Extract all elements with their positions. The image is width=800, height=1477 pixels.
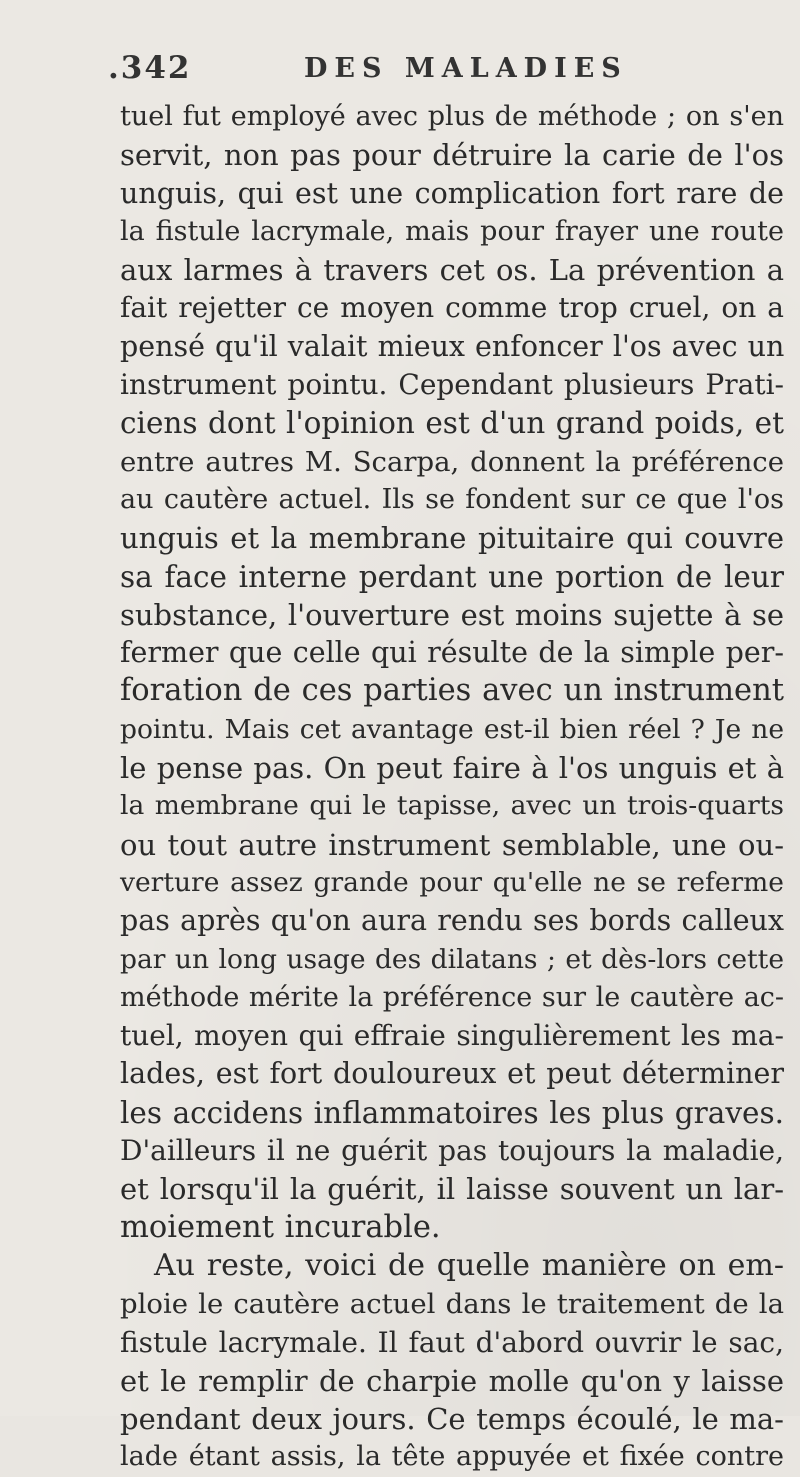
text-line: tuel fut employé avec plus de méthode ; on s'en xyxy=(120,101,784,132)
text-line: foration de ces parties avec un instrument xyxy=(120,673,784,709)
running-title: DES MALADIES xyxy=(304,52,628,84)
text-line: pendant deux jours. Ce temps écoulé, le ma- xyxy=(120,1402,784,1437)
text-line: fermer que celle qui résulte de la simple per- xyxy=(120,636,784,670)
page-number: .342 xyxy=(108,50,192,86)
text-line: les accidens inflammatoires les plus graves. xyxy=(120,1095,784,1130)
text-line: Au reste, voici de quelle manière on em- xyxy=(154,1247,784,1283)
text-line: unguis, qui est une complication fort rare de xyxy=(120,176,784,210)
text-line: pointu. Mais cet avantage est-il bien réel ? Je ne xyxy=(120,713,784,745)
text-line: instrument pointu. Cependant plusieurs Prati- xyxy=(120,368,784,402)
text-line: substance, l'ouverture est moins sujette à se xyxy=(120,597,784,632)
text-line: au cautère actuel. Ils se fondent sur ce que l'os xyxy=(120,483,784,515)
text-line: verture assez grande pour qu'elle ne se referme xyxy=(120,866,784,898)
text-line: lade étant assis, la tête appuyée et fixée contre xyxy=(120,1441,784,1473)
text-line: servit, non pas pour détruire la carie de l'os xyxy=(120,138,784,173)
text-line: pensé qu'il valait mieux enfoncer l'os avec un xyxy=(120,329,785,363)
text-line: et lorsqu'il la guérit, il laisse souvent un lar- xyxy=(120,1172,784,1207)
text-line: fait rejetter ce moyen comme trop cruel, on a xyxy=(120,291,784,325)
text-line: par un long usage des dilatans ; et dès-lors cette xyxy=(120,943,784,975)
text-line: tuel, moyen qui effraie singulièrement les ma- xyxy=(120,1019,784,1053)
text-line: ploie le cautère actuel dans le traitement de la xyxy=(120,1288,784,1321)
text-line: unguis et la membrane pituitaire qui couvre xyxy=(120,521,784,556)
text-line: lades, est fort douloureux et peut déterminer xyxy=(120,1057,784,1091)
body-text xyxy=(120,98,784,1477)
text-line: le pense pas. On peut faire à l'os unguis et à xyxy=(120,751,784,786)
text-line: méthode mérite la préférence sur le cautère ac- xyxy=(120,981,785,1013)
text-line: entre autres M. Scarpa, donnent la préférence xyxy=(120,445,784,478)
text-line: et le remplir de charpie molle qu'on y laisse xyxy=(120,1363,784,1398)
text-line: moiement incurable. xyxy=(120,1209,441,1245)
text-line: fistule lacrymale. Il faut d'abord ouvrir le sac, xyxy=(120,1325,784,1359)
text-line: D'ailleurs il ne guérit pas toujours la maladie, xyxy=(120,1134,784,1168)
text-line: sa face interne perdant une portion de leur xyxy=(120,559,784,594)
text-line: pas après qu'on aura rendu ses bords calleux xyxy=(120,904,784,938)
text-line: la fistule lacrymale, mais pour frayer une route xyxy=(120,215,784,247)
text-line: la membrane qui le tapisse, avec un trois-quarts xyxy=(120,790,784,822)
text-line: ou tout autre instrument semblable, une ou- xyxy=(120,827,784,862)
running-head xyxy=(108,48,730,88)
text-line: ciens dont l'opinion est d'un grand poids, et xyxy=(120,406,784,441)
text-line: aux larmes à travers cet os. La prévention a xyxy=(120,253,784,288)
